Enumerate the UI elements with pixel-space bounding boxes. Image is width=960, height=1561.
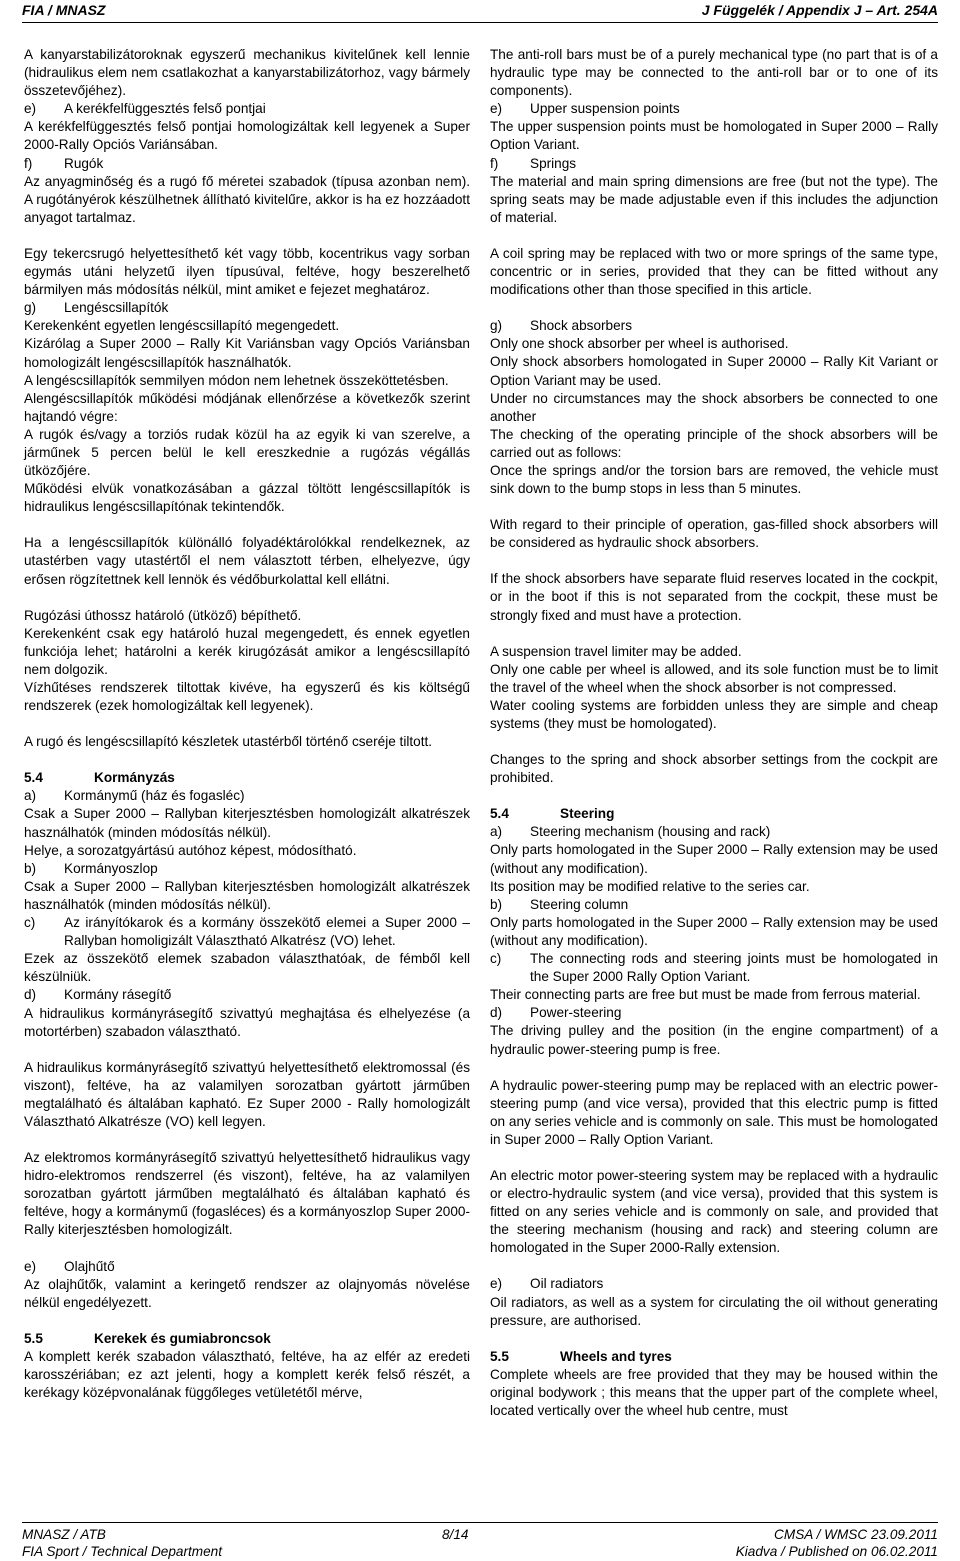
item-label: e) xyxy=(490,1276,503,1292)
item-label: a) xyxy=(24,788,37,804)
paragraph: Changes to the spring and shock absorber settings from the cockpit are prohibited. xyxy=(490,752,938,786)
item-text: Lengéscsillapítók xyxy=(64,300,169,316)
item-text: Az irányítókarok és a kormány összekötő elemei a Super 2000 – Rallyban homoligizált Választható Alkatrész (VO) lehet. xyxy=(64,915,470,949)
lettered-item xyxy=(24,860,470,878)
paragraph: A lengéscsillapítók semmilyen módon nem lehetnek összeköttetésben. xyxy=(24,372,449,388)
footer-org: MNASZ / ATB xyxy=(22,1527,106,1542)
paragraph: Their connecting parts are free but must be made from ferrous material. xyxy=(490,987,921,1003)
lettered-item xyxy=(24,299,470,317)
lettered-item xyxy=(24,986,470,1004)
lettered-item xyxy=(490,155,938,173)
item-label: g) xyxy=(24,300,37,316)
lettered-item xyxy=(24,155,470,173)
header-left: FIA / MNASZ xyxy=(22,2,106,18)
paragraph: If the shock absorbers have separate fluid reserves located in the cockpit, or in the boot if this is not separated from the cockpit, these must be strongly fixed and must have a protection. xyxy=(490,571,938,623)
paragraph: A coil spring may be replaced with two or more springs of the same type, concentric or in series, provided that they can be fitted without any modifications other than those specified in this article. xyxy=(490,245,938,298)
paragraph: Alengéscsillapítók működési módjának ellenőrzése a következők szerint hajtandó végre: xyxy=(24,390,470,424)
paragraph-gap xyxy=(24,516,470,534)
paragraph-gap xyxy=(24,715,470,733)
paragraph: Only parts homologated in the Super 2000 – Rally extension may be used (without any modification). xyxy=(490,914,938,948)
paragraph: With regard to their principle of operation, gas-filled shock absorbers will be considered as hydraulic shock absorbers. xyxy=(490,517,938,551)
paragraph-gap xyxy=(490,1059,938,1077)
paragraph-gap xyxy=(490,787,938,805)
paragraph: Kerekenként csak egy határoló huzal megengedett, és ennek egyetlen funkciója lehet; határolni a kerék kirugózását amikor a lengéscsillapító nem dolgozik. xyxy=(24,625,470,677)
paragraph: A suspension travel limiter may be added. xyxy=(490,643,742,659)
item-label: b) xyxy=(24,860,37,876)
item-text: Shock absorbers xyxy=(530,318,633,334)
lettered-item xyxy=(490,896,938,914)
paragraph-gap xyxy=(490,625,938,643)
item-label: g) xyxy=(490,318,503,334)
paragraph: Water cooling systems are forbidden unless they are simple and cheap systems (they must be homologated). xyxy=(490,697,938,731)
paragraph: A rugó és lengéscsillapító készletek utastérből történő cseréje tiltott. xyxy=(24,734,433,750)
paragraph: Only shock absorbers homologated in Super 20000 – Rally Kit Variant or Option Variant may be used. xyxy=(490,354,938,388)
paragraph: Only parts homologated in the Super 2000 – Rally extension may be used (without any modification). xyxy=(490,842,938,876)
item-text: Kormány rásegítő xyxy=(64,987,172,1003)
paragraph: Ha a lengéscsillapítók különálló folyadéktárolókkal rendelkeznek, az utastérben vagy utastértől el nem választott térben, elhelyezve, úgy erősen rögzítettnek kell lennök és védőburkolattal kell ellátni. xyxy=(24,535,470,587)
section-number: 5.4 xyxy=(24,770,43,786)
paragraph-gap xyxy=(24,589,470,607)
item-text: Oil radiators xyxy=(530,1276,604,1292)
item-text: Olajhűtő xyxy=(64,1258,115,1274)
lettered-item xyxy=(490,950,938,986)
item-text: Springs xyxy=(530,155,577,171)
item-label: e) xyxy=(24,101,37,117)
footer-published: Kiadva / Published on 06.02.2011 xyxy=(735,1544,938,1559)
item-text: Kormányoszlop xyxy=(64,860,158,876)
footer-department: FIA Sport / Technical Department xyxy=(22,1544,222,1559)
item-label: e) xyxy=(490,101,503,117)
paragraph: A kerékfelfüggesztés felső pontjai homologizáltak kell legyenek a Super 2000-Rally Opciós Variánsában. xyxy=(24,119,470,153)
paragraph: Csak a Super 2000 – Rallyban kiterjesztésben homologizált alkatrészek használhatók (minden módosítás nélkül). xyxy=(24,806,470,840)
paragraph: Az anyagminőség és a rugó fő méretei szabadok (típusa azonban nem). A rugótányérok készülhetnek állítható kivitelűre, akkor is ha ez hozzáadott anyagot tartalmaz. xyxy=(24,173,470,225)
lettered-item xyxy=(24,914,470,950)
item-text: Steering column xyxy=(530,896,629,912)
paragraph: A hidraulikus kormányrásegítő szivattyú meghajtása és elhelyezése (a motortérben) szabadon választható. xyxy=(24,1005,470,1039)
paragraph-gap xyxy=(24,1312,470,1330)
paragraph: Complete wheels are free provided that they may be housed within the original bodywork ; this means that the upper part of the complete wheel, located vertically over the wheel hub centre, must xyxy=(490,1366,938,1418)
paragraph: Az elektromos kormányrásegítő szivattyú helyettesíthető hidraulikus vagy hidro-elektromos rendszerrel (és viszont), feltéve, ha az valamilyen sorozatban gyártott járműben megtalálható és általában kapható és feltéve, hogy a kormánymű (fogasléces) és a kormányoszlop Super 2000-Rally kiterjesztésben homologizált. xyxy=(24,1150,470,1238)
item-label: b) xyxy=(490,896,503,912)
item-text: Kormánymű (ház és fogasléc) xyxy=(64,788,245,804)
item-text: Upper suspension points xyxy=(530,101,680,117)
item-label: f) xyxy=(490,155,499,171)
paragraph-gap xyxy=(490,299,938,317)
paragraph: The material and main spring dimensions are free (but not the type). The spring seats may be made adjustable even if this includes the adjunction of material. xyxy=(490,173,938,225)
paragraph-gap xyxy=(490,733,938,751)
section-heading xyxy=(24,1330,470,1348)
paragraph-gap xyxy=(24,1131,470,1149)
item-label: c) xyxy=(24,915,36,931)
paragraph: An electric motor power-steering system may be replaced with a hydraulic or electro-hydraulic system (and vice versa), provided that this system is fitted on any series vehicle and is commonly on sale, and provided that the steering mechanism (housing and rack) and steering column are homologated in the Super 2000-Rally extension. xyxy=(490,1167,938,1256)
section-number: 5.4 xyxy=(490,806,509,822)
lettered-item xyxy=(490,1275,938,1293)
paragraph: Only one cable per wheel is allowed, and its sole function must be to limit the travel of the wheel when the shock absorber is not compressed. xyxy=(490,661,938,695)
paragraph: Under no circumstances may the shock absorbers be connected to one another xyxy=(490,390,938,424)
paragraph-gap xyxy=(490,552,938,570)
item-label: e) xyxy=(24,1258,37,1274)
item-label: a) xyxy=(490,824,503,840)
paragraph: The driving pulley and the position (in the engine compartment) of a hydraulic power-steering pump is free. xyxy=(490,1023,938,1057)
paragraph: A kanyarstabilizátoroknak egyszerű mechanikus kivitelűnek kell lennie (hidraulikus elem nem csatlakozhat a kanyarstabilizátorhoz, vagy bármely összetevőjéhez). xyxy=(24,47,470,99)
page-header xyxy=(22,0,938,23)
lettered-item xyxy=(490,317,938,335)
paragraph: Az olajhűtők, valamint a keringető rendszer az olajnyomás növelése nélkül engedélyezett. xyxy=(24,1276,470,1310)
paragraph: Működési elvük vonatkozásában a gázzal töltött lengéscsillapítók is hidraulikus lengéscsillapítónak tekintendők. xyxy=(24,481,470,515)
item-label: d) xyxy=(24,987,37,1003)
english-column xyxy=(490,46,938,1420)
paragraph: Egy tekercsrugó helyettesíthető két vagy több, kocentrikus vagy sorban egymás utáni helyzetű ilyen típusúval, feltéve, hogy beszerelhető bármilyen más módosítás nélkül, mint amiket e fejezet meghatároz. xyxy=(24,245,470,298)
paragraph: Kerekenként egyetlen lengéscsillapító megengedett. xyxy=(24,318,340,334)
lettered-item xyxy=(24,1258,470,1276)
footer-date: CMSA / WMSC 23.09.2011 xyxy=(774,1527,938,1542)
paragraph: Once the springs and/or the torsion bars are removed, the vehicle must sink down to the bump stops in less than 5 minutes. xyxy=(490,462,938,497)
item-label: d) xyxy=(490,1005,503,1021)
paragraph-gap xyxy=(24,227,470,245)
item-text: Power-steering xyxy=(530,1005,622,1021)
paragraph: Vízhűtéses rendszerek tiltottak kivéve, ha egyszerű és kis költségű rendszerek (ezek homologizáltak kell legyenek). xyxy=(24,680,470,714)
item-text: Rugók xyxy=(64,155,104,171)
paragraph: The upper suspension points must be homologated in Super 2000 – Rally Option Variant. xyxy=(490,119,938,153)
lettered-item xyxy=(24,100,470,118)
section-heading xyxy=(490,1348,938,1366)
paragraph: Rugózási úthossz határoló (ütköző) bépíthető. xyxy=(24,607,302,623)
section-heading xyxy=(490,805,938,823)
section-number: 5.5 xyxy=(24,1330,43,1346)
paragraph: A komplett kerék szabadon választható, feltéve, ha az elfér az eredeti karosszériában; ez azt jelenti, hogy a komplett kerék felső részét, a kerékagy középvonalának függőleges vetületétől mérve, xyxy=(24,1348,470,1401)
paragraph: Csak a Super 2000 – Rallyban kiterjesztésben homologizált alkatrészek használhatók (minden módosítás nélkül). xyxy=(24,878,470,912)
lettered-item xyxy=(490,823,938,841)
page-footer xyxy=(22,1522,938,1557)
item-text: Steering mechanism (housing and rack) xyxy=(530,824,771,840)
section-title: Kormányzás xyxy=(94,770,175,786)
paragraph-gap xyxy=(490,498,938,516)
header-right: J Függelék / Appendix J – Art. 254A xyxy=(701,2,938,18)
paragraph: Kizárólag a Super 2000 – Rally Kit Variánsban vagy Opciós Variánsban homologizált lengéscsillapítók használhatók. xyxy=(24,336,470,370)
paragraph: A rugók és/vagy a torziós rudak közül ha az egyik ki van szerelve, a járműnek 5 percen belül le kell ereszkednie a rugózás végállás ütközőjére. xyxy=(24,426,470,479)
item-text: A kerékfelfüggesztés felső pontjai xyxy=(64,101,266,117)
paragraph: A hydraulic power-steering pump may be replaced with an electric power-steering pump (and vice versa), provided that this electric pump is fitted on any series vehicle and is commonly on sale. This must be homologated in Super 2000 – Rally Option Variant. xyxy=(490,1077,938,1147)
paragraph: Ezek az összekötő elemek szabadon választhatóak, de fémből kell készülniük. xyxy=(24,951,470,985)
item-label: f) xyxy=(24,155,33,171)
paragraph: The checking of the operating principle of the shock absorbers will be carried out as follows: xyxy=(490,426,938,460)
hungarian-column xyxy=(24,46,470,1402)
page-number: 8/14 xyxy=(442,1527,469,1542)
lettered-item xyxy=(24,787,470,805)
paragraph-gap xyxy=(24,1041,470,1059)
section-heading xyxy=(24,769,470,787)
paragraph: The anti-roll bars must be of a purely mechanical type (no part that is of a hydraulic type may be connected to the anti-roll bar or to one of its components). xyxy=(490,47,938,99)
paragraph-gap xyxy=(24,1240,470,1258)
section-title: Wheels and tyres xyxy=(560,1348,672,1364)
paragraph: Its position may be modified relative to the series car. xyxy=(490,878,810,894)
item-text: The connecting rods and steering joints must be homologated in the Super 2000 Rally Option Variant. xyxy=(530,951,938,985)
lettered-item xyxy=(490,1004,938,1022)
paragraph-gap xyxy=(24,751,470,769)
paragraph: Oil radiators, as well as a system for circulating the oil without generating pressure, are authorised. xyxy=(490,1294,938,1328)
section-title: Kerekek és gumiabroncsok xyxy=(94,1330,271,1346)
lettered-item xyxy=(490,100,938,118)
section-number: 5.5 xyxy=(490,1348,509,1364)
paragraph-gap xyxy=(490,1330,938,1348)
section-title: Steering xyxy=(560,806,615,822)
paragraph: Helye, a sorozatgyártású autóhoz képest, módosítható. xyxy=(24,842,357,858)
paragraph-gap xyxy=(490,227,938,245)
paragraph-gap xyxy=(490,1149,938,1167)
paragraph-gap xyxy=(490,1257,938,1275)
paragraph: Only one shock absorber per wheel is authorised. xyxy=(490,336,789,352)
paragraph: A hidraulikus kormányrásegítő szivattyú helyettesíthető elektromossal (és viszont), feltéve, ha az valamilyen sorozatban gyártott járműben megtalálható és általában kapható. Ez Super 2000 - Rally homologizált Választható Alkatrésze (VO) kell legyen. xyxy=(24,1059,470,1129)
item-label: c) xyxy=(490,951,502,967)
